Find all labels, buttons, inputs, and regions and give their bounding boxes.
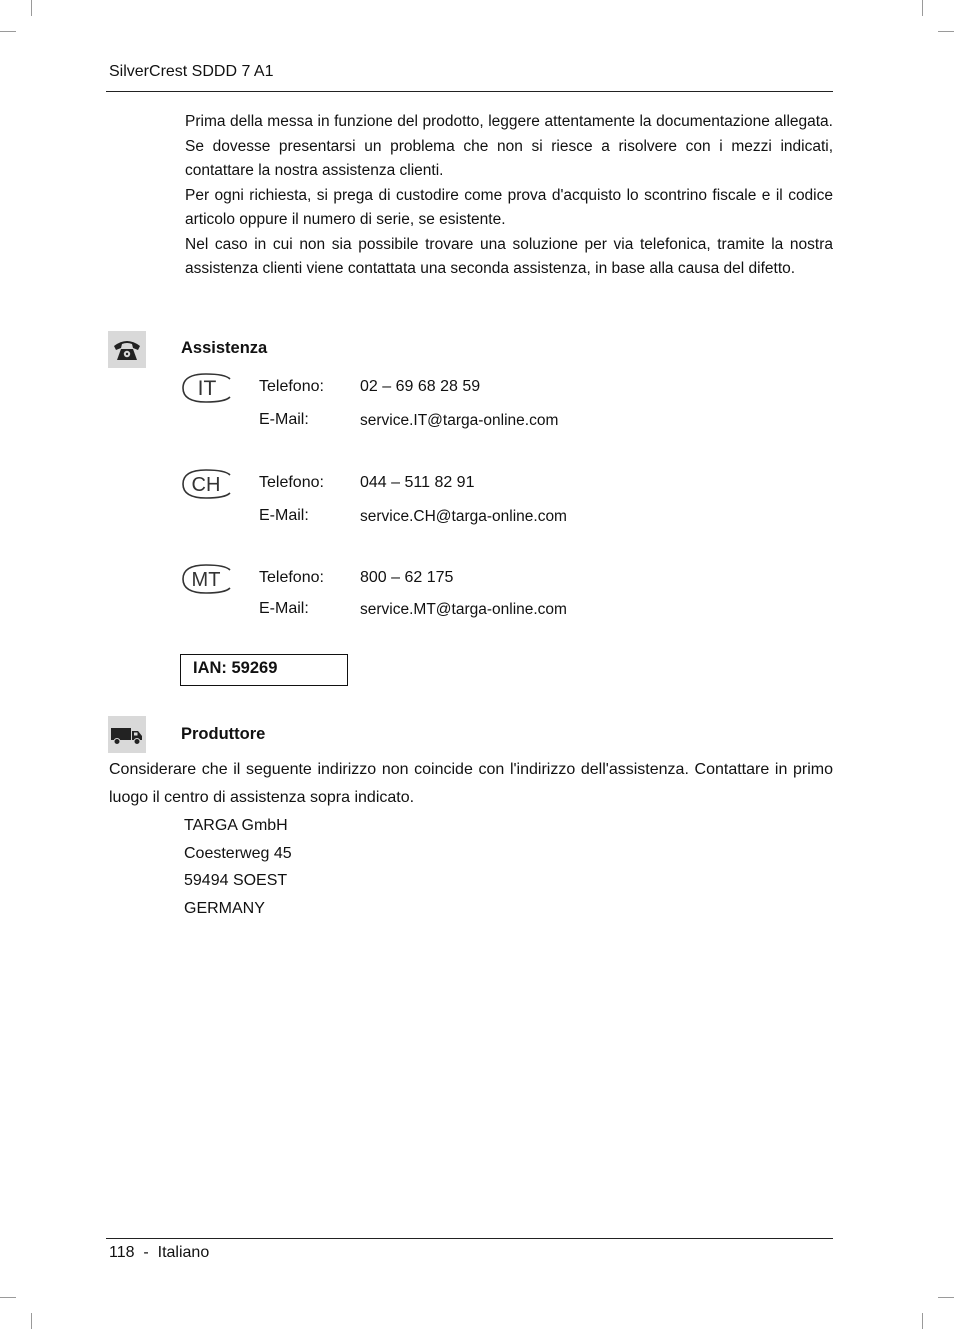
intro-paragraph: Prima della messa in funzione del prodotto, leggere attentamente la documentazione allegata. Se dovesse presentarsi un problema che non si riesce a risolvere con i mezzi indicati, contattare la nostra assistenza clienti. bbox=[185, 113, 833, 179]
manufacturer-address bbox=[184, 812, 292, 922]
telephone-icon bbox=[108, 331, 146, 368]
crop-mark bbox=[922, 0, 923, 16]
crop-mark bbox=[0, 31, 16, 32]
crop-mark bbox=[31, 1313, 32, 1329]
email-label: E-Mail: bbox=[259, 507, 309, 524]
phone-label: Telefono: bbox=[259, 569, 324, 586]
ian-box bbox=[180, 654, 348, 686]
crop-mark bbox=[31, 0, 32, 16]
address-line: Coesterweg 45 bbox=[184, 844, 292, 862]
country-badge-ch bbox=[180, 469, 232, 499]
email-address[interactable]: service.IT@targa-online.com bbox=[360, 412, 559, 429]
email-address[interactable]: service.CH@targa-online.com bbox=[360, 508, 567, 525]
phone-number: 800 – 62 175 bbox=[360, 569, 454, 586]
page-number: 118 - Italiano bbox=[109, 1244, 210, 1261]
intro-text bbox=[185, 110, 833, 282]
footer-rule bbox=[106, 1238, 833, 1239]
country-code: MT bbox=[191, 569, 221, 591]
email-label: E-Mail: bbox=[259, 600, 309, 617]
crop-mark bbox=[0, 1297, 16, 1298]
email-label: E-Mail: bbox=[259, 411, 309, 428]
truck-icon bbox=[108, 716, 146, 753]
address-line: 59494 SOEST bbox=[184, 872, 288, 889]
header-rule bbox=[106, 91, 833, 92]
crop-mark bbox=[922, 1313, 923, 1329]
intro-paragraph: Nel caso in cui non sia possibile trovare una soluzione per via telefonica, tramite la nostra assistenza clienti viene contattata una seconda assistenza, in base alla causa del difetto. bbox=[185, 235, 833, 277]
crop-mark bbox=[938, 1297, 954, 1298]
country-badge-it bbox=[180, 373, 232, 403]
produttore-title: Produttore bbox=[181, 725, 266, 743]
crop-mark bbox=[938, 31, 954, 32]
country-code: CH bbox=[191, 474, 221, 496]
ian-number: IAN: 59269 bbox=[193, 659, 278, 677]
intro-paragraph: Per ogni richiesta, si prega di custodire come prova d'acquisto lo scontrino fiscale e il codice articolo oppure il numero di serie, se esistente. bbox=[185, 186, 833, 228]
assistenza-title: Assistenza bbox=[181, 339, 268, 357]
country-badge-mt bbox=[180, 564, 232, 594]
phone-number: 044 – 511 82 91 bbox=[360, 474, 475, 491]
address-line: TARGA GmbH bbox=[184, 817, 288, 834]
address-line: GERMANY bbox=[184, 899, 265, 917]
phone-label: Telefono: bbox=[259, 378, 324, 395]
header-title: SilverCrest SDDD 7 A1 bbox=[109, 63, 274, 80]
produttore-text: Considerare che il seguente indirizzo non coincide con l'indirizzo dell'assistenza. Contattare in primo luogo il centro di assistenza sopra indicato. bbox=[109, 761, 833, 806]
country-code: IT bbox=[197, 377, 217, 400]
phone-number: 02 – 69 68 28 59 bbox=[360, 378, 481, 395]
email-address[interactable]: service.MT@targa-online.com bbox=[360, 601, 567, 618]
phone-label: Telefono: bbox=[259, 474, 324, 491]
